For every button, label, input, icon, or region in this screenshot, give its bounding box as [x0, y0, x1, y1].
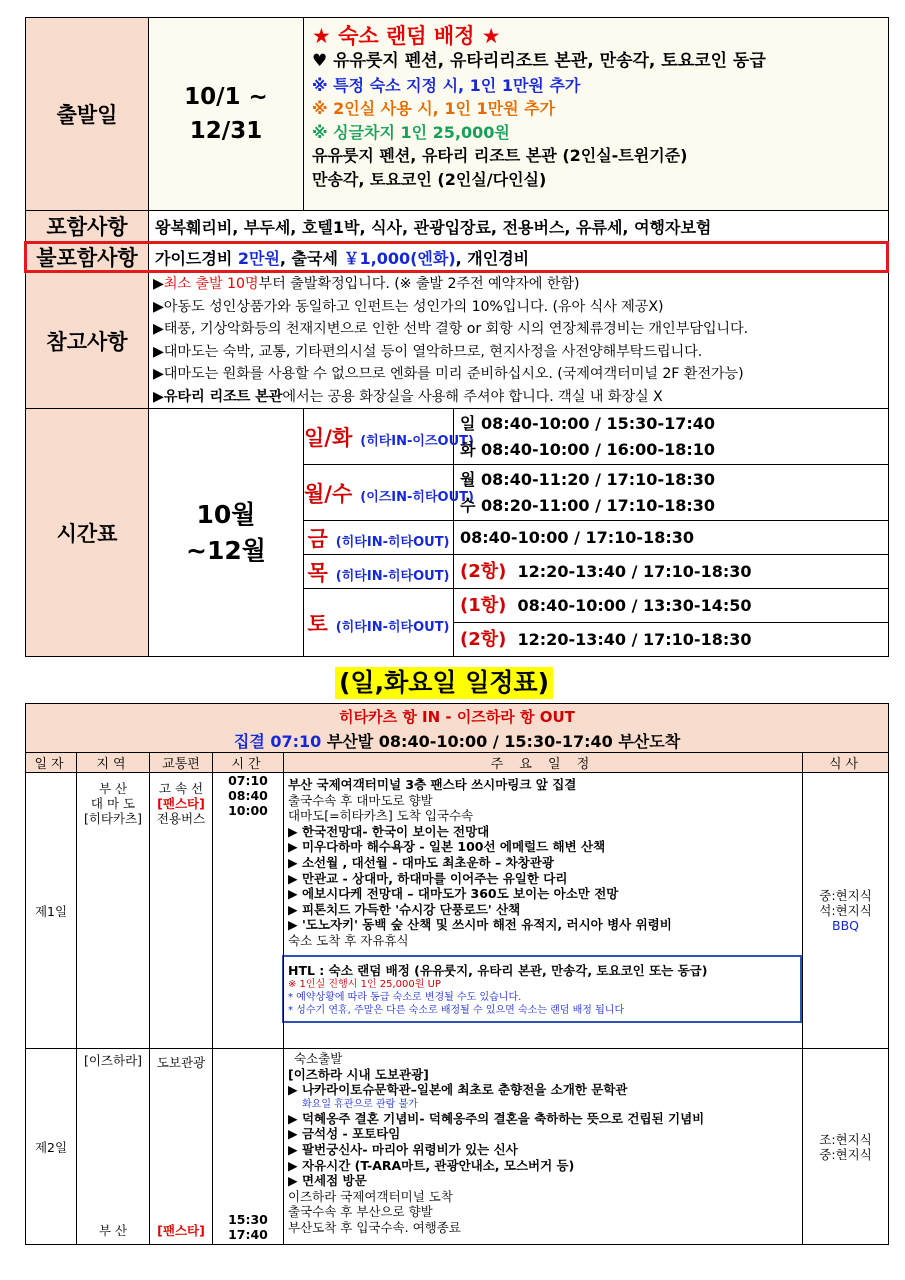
lodging-note-specific: ※ 특정 숙소 지정 시, 1인 1만원 추가 — [312, 75, 581, 95]
timetable-period: 10월 ~12월 — [149, 409, 304, 657]
day1-transport: 고 속 선 [팬스타] 전용버스 — [150, 773, 213, 1049]
itinerary-title: (일,화요일 일정표) — [335, 667, 553, 699]
sched-day-sat: 토 (히타IN-히타OUT) — [304, 589, 454, 657]
col-schedule: 주 요 일 정 — [284, 753, 803, 773]
lodging-info — [304, 18, 889, 211]
itinerary-table — [25, 703, 889, 1245]
lodging-room-1: 유유룻지 펜션, 유타리 리조트 본관 (2인실-트윈기준) — [312, 146, 688, 165]
note-item: ▶유타리 리조트 본관에서는 공용 화장실을 사용해 주셔야 합니다. 객실 내 화장실 X — [153, 388, 663, 405]
included-value: 왕복훼리비, 부두세, 호텔1박, 식사, 관광입장료, 전용버스, 유류세, 여행자보험 — [149, 211, 889, 242]
hotel-info-box: HTL : 숙소 랜덤 배정 (유유룻지, 유타리 본관, 만송각, 토요코인 또는 동급) ※ 1인실 진행시 1인 25,000원 UP * 예약상황에 따라 동급 숙소로 변경될 수도 있습니다. * 성수기 연휴, 주말은 다른 숙소로 배정될 수 있으면 숙소는 랜덤 배정 됩니다 — [282, 955, 802, 1024]
day1-schedule: 부산 국제여객터미널 3층 팬스타 쓰시마링크 앞 집결 출국수속 후 대마도로 향발 대마도[=히타카츠] 도착 입국수속 ▶ 한국전망대- 한국이 보이는 전망대 ▶ 미우다하마 해수욕장 - 일본 100선 에메럴드 해변 산책 ▶ 소선월 , 대선월 - 대마도 최초운하 – 차창관광 ▶ 만관교 - 상대마, 하대마를 이어주는 유일한 다리 ▶ 에보시다케 전망대 – 대마도가 360도 보이는 아소만 전망 ▶ 피톤치드 가득한 '슈시강 단풍로드' 산책 ▶ '도노자키' 동백 숲 산책 및 쓰시마 해전 유적지, 러시아 병사 위령비 숙소 도착 후 자유휴식 HTL : 숙소 랜덤 배정 (유유룻지, 유타리 본관, 만송각, 토요코인 또는 동급) ※ 1인실 진행시 1인 25,000원 UP * 예약상황에 따라 동급 숙소로 변경될 수도 있습니다. * 성수기 연휴, 주말은 다른 숙소로 배정될 수 있으면 숙소는 랜덤 배정 됩니다 — [284, 773, 803, 1049]
date-end: 12/31 — [189, 118, 263, 144]
lodging-note-twin: ※ 2인실 사용 시, 1인 1만원 추가 — [312, 99, 556, 118]
itinerary-schedule: 집결 07:10 부산발 08:40-10:00 / 15:30-17:40 부산도착 — [26, 729, 889, 753]
sched-day-sun-tue: 일/화 (히타IN-이즈OUT) — [304, 409, 454, 465]
note-item: ▶태풍, 기상악화등의 천재지변으로 인한 선박 결항 or 회항 시의 연장체류경비는 개인부담입니다. — [153, 321, 749, 337]
notes-label: 참고사항 — [26, 273, 149, 409]
excluded-label: 불포함사항 — [26, 242, 149, 273]
departure-label: 출발일 — [26, 18, 149, 211]
sched-times-sun-tue: 일 08:40-10:00 / 15:30-17:40 화 08:40-10:00 / 16:00-18:10 — [454, 409, 889, 465]
col-time: 시간 — [213, 753, 284, 773]
notes-list — [149, 273, 889, 409]
tour-info-table — [25, 17, 889, 657]
lodging-note-single: ※ 싱글차지 1인 25,000원 — [312, 122, 510, 142]
day2-meals: 조:현지식 중:현지식 — [803, 1049, 889, 1245]
day2-label: 제2일 — [26, 1049, 77, 1245]
col-region: 지역 — [77, 753, 150, 773]
excluded-value: 가이드경비 2만원, 출국세 ￥1,000(엔화), 개인경비 — [149, 242, 889, 273]
day2-transport: 도보관광 [팬스타] — [150, 1049, 213, 1245]
departure-dates — [149, 18, 304, 211]
lodging-room-2: 만송각, 토요코인 (2인실/다인실) — [312, 169, 547, 189]
day1-times: 07:10 08:40 10:00 — [213, 773, 284, 1049]
day2-times: 15:30 17:40 — [213, 1049, 284, 1245]
itinerary-route: 히타카츠 항 IN - 이즈하라 항 OUT — [26, 704, 889, 729]
note-item: ▶아동도 성인상품가와 동일하고 인펀트는 성인가의 10%입니다. (유아 식사 제공X) — [153, 298, 664, 315]
col-meal: 식사 — [803, 753, 889, 773]
timetable-label: 시간표 — [26, 409, 149, 657]
sched-day-fri: 금 (히타IN-히타OUT) — [304, 521, 454, 555]
day1-label: 제1일 — [26, 773, 77, 1049]
date-start: 10/1 ~ — [184, 84, 268, 110]
sched-times-sat-2: (2항) 12:20-13:40 / 17:10-18:30 — [454, 623, 889, 657]
day2-schedule: 숙소출발 [이즈하라 시내 도보관광] ▶ 나카라이토슈문학관–일본에 최초로 춘향전을 소개한 문학관 화요일 휴관으로 관람 불가 ▶ 덕혜옹주 결혼 기념비- 덕혜옹주의 결혼을 축하하는 뜻으로 건립된 기념비 ▶ 금석성 - 포토타임 ▶ 팔번궁신사- 마리아 위령비가 있는 신사 ▶ 자유시간 (T-ARA마트, 관광안내소, 모스버거 등) ▶ 면세점 방문 이즈하라 국제여객터미널 도착 출국수속 후 부산으로 향발 부산도착 후 입국수속. 여행종료 — [284, 1049, 803, 1245]
sched-times-thu: (2항) 12:20-13:40 / 17:10-18:30 — [454, 555, 889, 589]
sched-times-fri: 08:40-10:00 / 17:10-18:30 — [454, 521, 889, 555]
day1-region: 부 산 대 마 도 [히타카츠] — [77, 773, 150, 1049]
day1-meals: 중:현지식 석:현지식 BBQ — [803, 773, 889, 1049]
random-lodging-title: ★ 숙소 랜덤 배정 ★ — [312, 24, 501, 48]
included-label: 포함사항 — [26, 211, 149, 242]
col-date: 일자 — [26, 753, 77, 773]
sched-times-mon-wed: 월 08:40-11:20 / 17:10-18:30 수 08:20-11:00 / 17:10-18:30 — [454, 465, 889, 521]
lodging-list: ♥ 유유룻지 펜션, 유타리리조트 본관, 만송각, 토요코인 동급 — [312, 51, 766, 71]
note-item: ▶대마도는 숙박, 교통, 기타편의시설 등이 열악하므로, 현지사정을 사전양해부탁드립니다. — [153, 343, 703, 360]
sched-day-mon-wed: 월/수 (이즈IN-히타OUT) — [304, 465, 454, 521]
note-item: ▶대마도는 원화를 사용할 수 없으므로 엔화를 미리 준비하십시오. (국제여객터미널 2F 환전가능) — [153, 366, 744, 382]
col-transport: 교통편 — [150, 753, 213, 773]
note-item: ▶최소 출발 10명부터 출발확정입니다. (※ 출발 2주전 예약자에 한함) — [153, 276, 580, 292]
day2-region: [이즈하라] 부 산 — [77, 1049, 150, 1245]
sched-day-thu: 목 (히타IN-히타OUT) — [304, 555, 454, 589]
sched-times-sat-1: (1항) 08:40-10:00 / 13:30-14:50 — [454, 589, 889, 623]
